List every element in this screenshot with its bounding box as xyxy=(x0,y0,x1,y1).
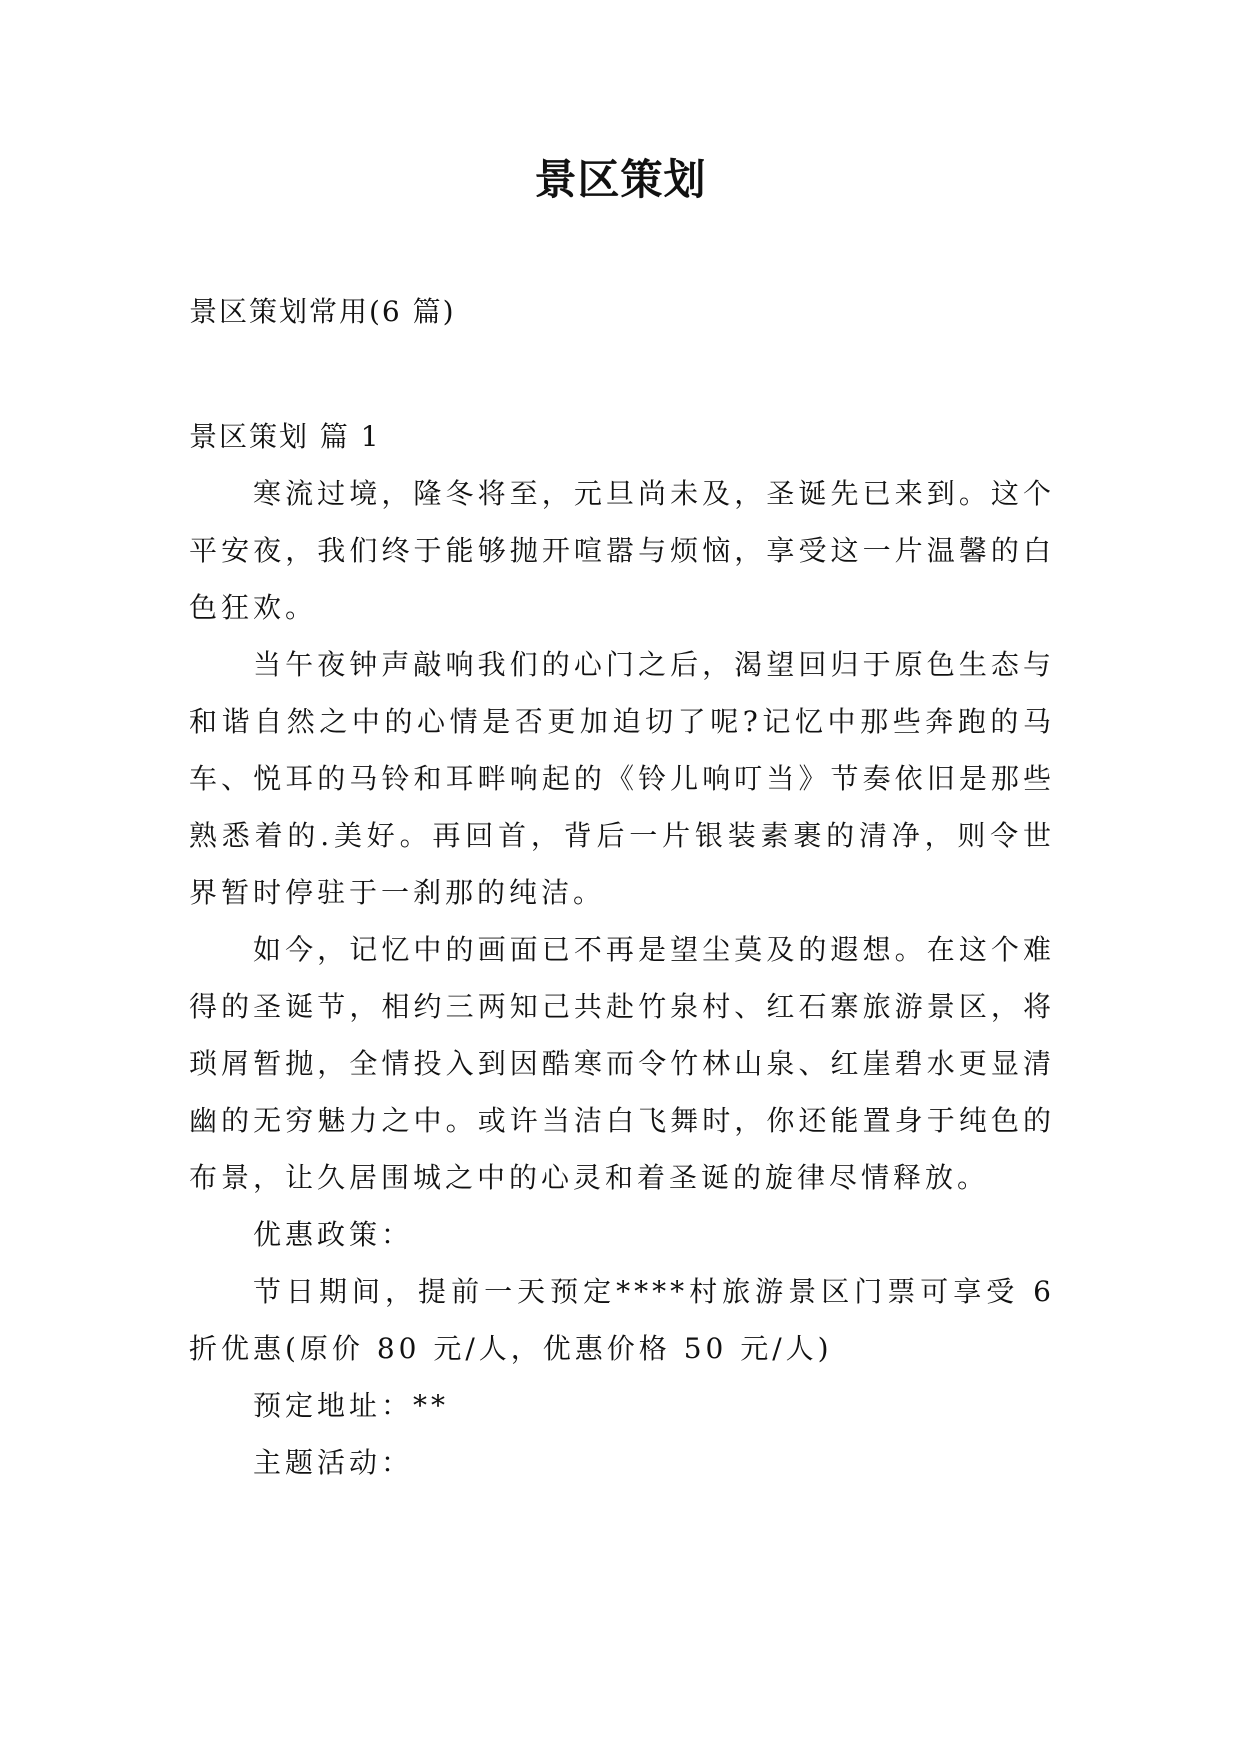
document-subtitle: 景区策划常用(6 篇) xyxy=(189,295,456,328)
paragraph-invitation: 如今，记忆中的画面已不再是望尘莫及的遐想。在这个难得的圣诞节，相约三两知己共赴竹泉村、红石寨旅游景区，将琐屑暂抛，全情投入到因酷寒而令竹林山泉、红崖碧水更显清幽的无穷魅力之中。或许当洁白飞舞时，你还能置身于纯色的布景，让久居围城之中的心灵和着圣诞的旋律尽情释放。 xyxy=(189,933,1055,1194)
document-body xyxy=(189,408,1055,1491)
document-title: 景区策划 xyxy=(534,155,707,204)
section-heading: 景区策划 篇 1 xyxy=(189,420,381,453)
discount-policy-detail: 节日期间，提前一天预定****村旅游景区门票可享受 6 折优惠(原价 80 元/人，优惠价格 50 元/人) xyxy=(189,1275,1055,1365)
paragraph-memory: 当午夜钟声敲响我们的心门之后，渴望回归于原色生态与和谐自然之中的心情是否更加迫切了呢?记忆中那些奔跑的马车、悦耳的马铃和耳畔响起的《铃儿响叮当》节奏依旧是那些熟悉着的.美好。再回首，背后一片银装素裹的清净，则令世界暂时停驻于一刹那的纯洁。 xyxy=(189,648,1055,909)
paragraph-intro: 寒流过境，隆冬将至，元旦尚未及，圣诞先已来到。这个平安夜，我们终于能够抛开喧嚣与烦恼，享受这一片温馨的白色狂欢。 xyxy=(189,477,1055,624)
theme-activity-heading: 主题活动： xyxy=(253,1446,414,1479)
discount-policy-heading: 优惠政策： xyxy=(253,1218,414,1251)
booking-address: 预定地址：** xyxy=(253,1389,450,1422)
